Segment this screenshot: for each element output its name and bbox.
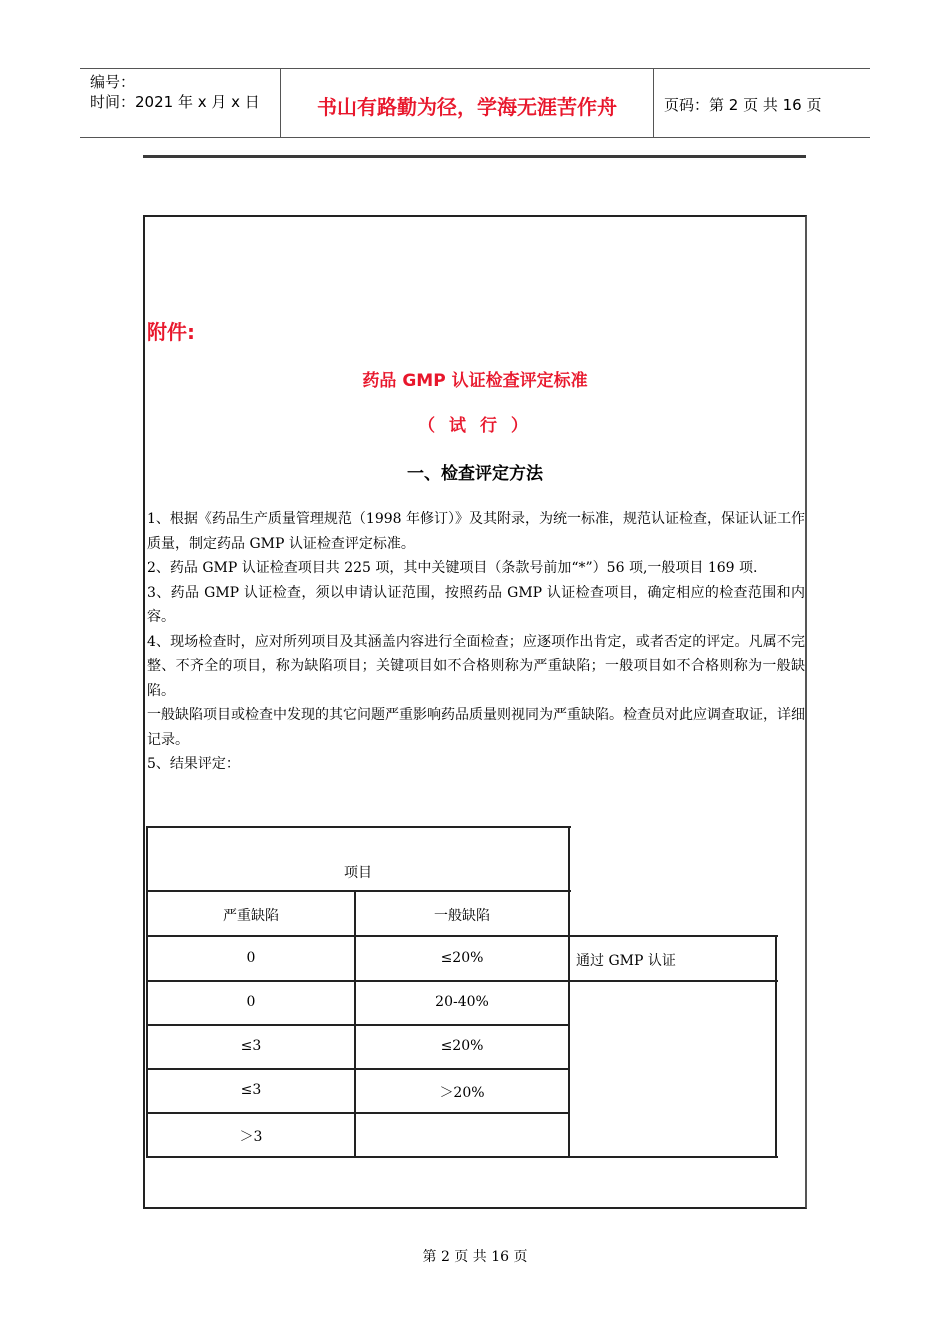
annex-label: 附件: (147, 320, 195, 344)
table-cell-serious: 0 (246, 950, 256, 966)
header-page-cell (654, 69, 870, 137)
section-heading: 一、检查评定方法 (407, 464, 543, 484)
body-text (147, 507, 805, 777)
header-number-label: 编号： (90, 73, 136, 91)
header-motto-cell (281, 69, 654, 137)
header-motto: 书山有路勤为径，学海无涯苦作舟 (317, 95, 617, 119)
result-table (145, 826, 780, 1161)
table-cell-serious: ≤3 (240, 1038, 262, 1054)
column-header-serious: 严重缺陷 (223, 908, 279, 924)
paragraph-5: 一般缺陷项目或检查中发现的其它问题严重影响药品质量则视同为严重缺陷。检查员对此应调查取证，详细记录。 (147, 707, 805, 748)
paragraph-2: 2、药品 GMP 认证检查项目共 225 项，其中关键项目（条款号前加“*”）56 项,一般项目 169 项. (147, 560, 758, 576)
table-cell-general: 20-40% (435, 994, 489, 1010)
table-cell-serious: ≤3 (240, 1082, 262, 1098)
document-subtitle: （ 试 行 ） (418, 416, 532, 436)
page-footer: 第 2 页 共 16 页 (422, 1249, 528, 1265)
header-page-label: 页码：第 2 页 共 16 页 (664, 96, 822, 114)
table-cell-serious: 0 (246, 994, 256, 1010)
document-title: 药品 GMP 认证检查评定标准 (362, 371, 588, 391)
header-divider (143, 155, 806, 158)
table-cell-result: 通过 GMP 认证 (576, 953, 676, 969)
table-cell-general: ≤20% (440, 1038, 484, 1054)
table-header-items: 项目 (344, 865, 372, 881)
paragraph-3: 3、药品 GMP 认证检查，须以申请认证范围，按照药品 GMP 认证检查项目，确定相应的检查范围和内容。 (147, 584, 805, 625)
header-time-label: 时间：2021 年 x 月 x 日 (90, 93, 260, 111)
page-header (80, 68, 870, 138)
table-cell-serious: ＞3 (239, 1129, 263, 1145)
header-info-cell (80, 69, 281, 137)
table-cell-general: ≤20% (440, 950, 484, 966)
paragraph-6: 5、结果评定： (147, 756, 240, 772)
paragraph-4: 4、现场检查时，应对所列项目及其涵盖内容进行全面检查；应逐项作出肯定，或者否定的评定。凡属不完整、不齐全的项目，称为缺陷项目；关键项目如不合格则称为严重缺陷；一般项目如不合格则称为一般缺陷。 (147, 633, 805, 699)
column-header-general: 一般缺陷 (434, 908, 490, 924)
table-cell-general: ＞20% (439, 1085, 485, 1101)
paragraph-1: 1、根据《药品生产质量管理规范（1998 年修订）》及其附录，为统一标准，规范认证检查，保证认证工作质量，制定药品 GMP 认证检查评定标准。 (147, 511, 805, 552)
